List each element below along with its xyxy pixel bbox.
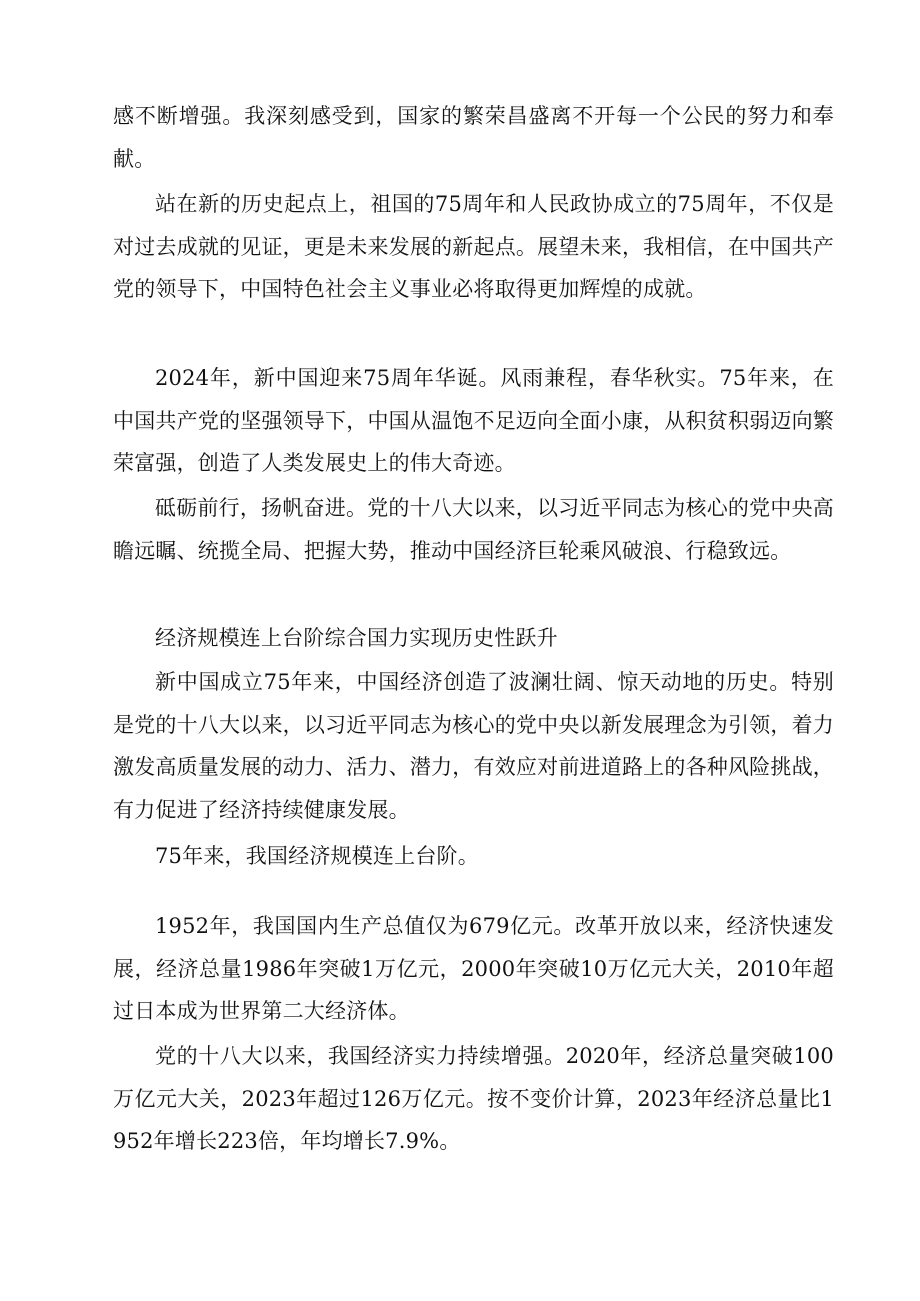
paragraph-economic-strength: 党的十八大以来，我国经济实力持续增强。2020年，经济总量突破100万亿元大关，2023年超过126万亿元。按不变价计算，2023年经济总量比1952年增长223倍，年均增长7.9%。 [113,1044,834,1153]
paragraph-block-2 [113,183,834,311]
paragraph-block-8 [113,1035,834,1163]
paragraph-block-1 [113,95,834,180]
paragraph-new-starting-point: 站在新的历史起点上，祖国的75周年和人民政协成立的75周年，不仅是对过去成就的见证，更是未来发展的新起点。展望未来，我相信，在中国共产党的领导下，中国特色社会主义事业必将取得更加辉煌的成就。 [113,192,834,301]
paragraph-forging-ahead: 砥砺前行，扬帆奋进。党的十八大以来，以习近平同志为核心的党中央高瞻远瞩、统揽全局、把握大势，推动中国经济巨轮乘风破浪、行稳致远。 [113,496,834,563]
section-heading-block [113,617,834,660]
section-heading: 经济规模连上台阶综合国力实现历史性跃升 [155,626,558,650]
paragraph-scale-steps: 75年来，我国经济规模连上台阶。 [155,844,479,868]
paragraph-block-7 [113,905,834,1033]
paragraph-75th-anniversary: 2024年，新中国迎来75周年华诞。风雨兼程，春华秋实。75年来，在中国共产党的坚强领导下，中国从温饱不足迈向全面小康，从积贫积弱迈向繁荣富强，创造了人类发展史上的伟大奇迹。 [113,366,834,475]
paragraph-1952-gdp: 1952年，我国国内生产总值仅为679亿元。改革开放以来，经济快速发展，经济总量1986年突破1万亿元，2000年突破10万亿元大关，2010年超过日本成为世界第二大经济体。 [113,914,834,1023]
paragraph-block-5 [113,661,834,831]
paragraph-economic-history: 新中国成立75年来，中国经济创造了波澜壮阔、惊天动地的历史。特别是党的十八大以来，以习近平同志为核心的党中央以新发展理念为引领，着力激发高质量发展的动力、活力、潜力，有效应对前进道路上的各种风险挑战，有力促进了经济持续健康发展。 [113,670,834,822]
paragraph-block-4 [113,487,834,572]
paragraph-block-3 [113,357,834,485]
paragraph-continuation: 感不断增强。我深刻感受到，国家的繁荣昌盛离不开每一个公民的努力和奉献。 [113,104,834,171]
paragraph-block-6 [113,835,834,878]
